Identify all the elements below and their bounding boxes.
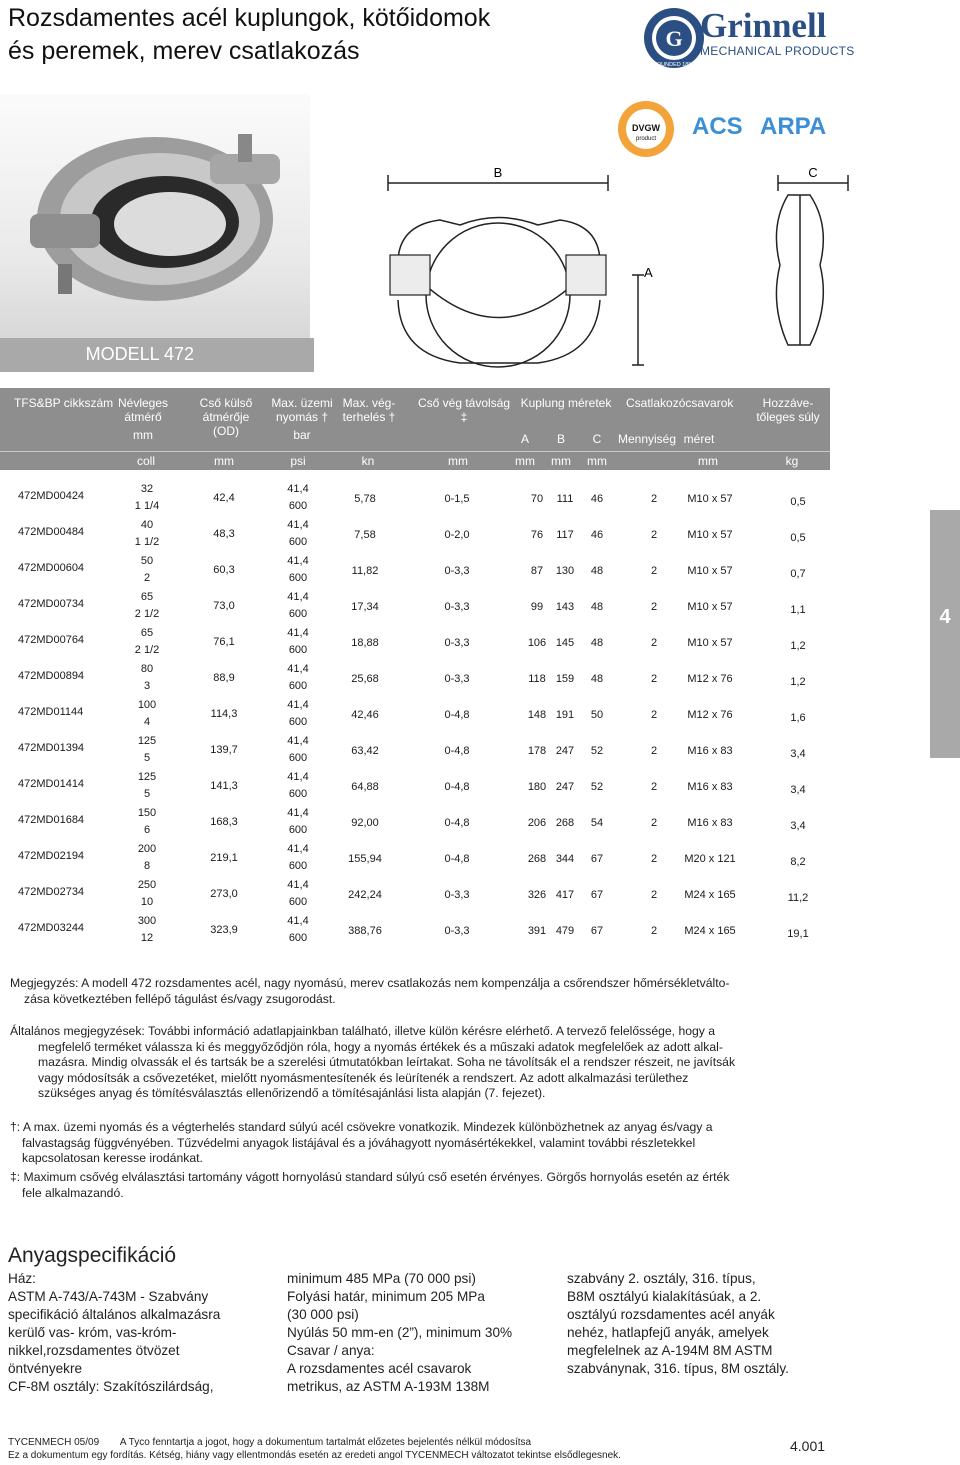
cell-bar: 41,4: [287, 771, 309, 783]
section-tab: [930, 510, 960, 758]
cell-dn-in: 3: [143, 680, 151, 692]
cell-b: 247: [555, 745, 575, 757]
cell-psi: 600: [288, 608, 308, 620]
cell-code: 472MD00764: [18, 634, 85, 646]
cell-kn: 242,24: [348, 889, 382, 901]
cell-kg: 0,5: [790, 532, 806, 544]
cell-kn: 388,76: [348, 925, 382, 937]
cell-gap: 0-3,3: [444, 889, 470, 901]
table-row: [0, 664, 830, 700]
cell-qty: 2: [650, 673, 658, 685]
cell-c: 52: [590, 745, 604, 757]
cell-kn: 42,46: [351, 709, 379, 721]
cell-kn: 155,94: [348, 853, 382, 865]
product-photo: [0, 94, 310, 372]
cell-dn-in: 1 1/2: [134, 536, 160, 548]
cell-qty: 2: [650, 745, 658, 757]
cell-kn: 25,68: [351, 673, 379, 685]
cell-od: 139,7: [210, 744, 238, 756]
dimension-b-label: B: [493, 165, 503, 180]
cell-qty: 2: [650, 493, 658, 505]
cell-gap: 0-1,5: [444, 493, 470, 505]
cell-gap: 0-3,3: [444, 637, 470, 649]
cell-dn-mm: 125: [137, 735, 157, 747]
cell-b: 344: [555, 853, 575, 865]
cell-c: 67: [590, 889, 604, 901]
cell-kn: 63,42: [351, 745, 379, 757]
cell-qty: 2: [650, 925, 658, 937]
cell-a: 106: [527, 637, 547, 649]
header-nominal: [110, 396, 176, 442]
header-od: [186, 396, 266, 438]
cell-c: 46: [590, 493, 604, 505]
cell-kg: 1,2: [790, 640, 806, 652]
spec-column-3: szabvány 2. osztály, 316. típus, B8M osztályú kialakításúak, a 2. osztályú rozsdamentes acél anyák nehéz, hatlapfejű anyák, amelyek megfelelnek az A-194M 8M ASTM szabványnak, 316. típus, 8M osztály.: [567, 1271, 789, 1376]
note-double-dagger-l1: ‡: Maximum csővég elválasztási tartomány vágott hornyolású standard súlyú cső esetén érvényes. Görgős hornyolás esetén az érték: [10, 1170, 730, 1184]
table-row: [0, 808, 830, 844]
cell-qty: 2: [650, 637, 658, 649]
cell-code: 472MD00604: [18, 562, 85, 574]
grinnell-seal-icon: [642, 6, 706, 70]
header-load-l1: Max. vég-: [342, 396, 396, 410]
cell-b: 159: [555, 673, 575, 685]
cell-dn-mm: 250: [137, 879, 157, 891]
cell-dn-in: 2 1/2: [134, 644, 160, 656]
header-code: TFS&BP cikkszám: [14, 396, 114, 410]
dvgw-sub: product: [635, 136, 657, 142]
header-od-l2: átmérője: [202, 410, 250, 424]
note-double-dagger-l2: fele alkalmazandó.: [22, 1185, 124, 1200]
cell-qty: 2: [650, 781, 658, 793]
cell-gap: 0-3,3: [444, 925, 470, 937]
cell-kg: 1,1: [790, 604, 806, 616]
table-row: [0, 628, 830, 664]
note-double-dagger: [10, 1170, 830, 1201]
page-title: [8, 2, 490, 68]
dimension-a-label: A: [644, 265, 653, 280]
cell-a: 178: [527, 745, 547, 757]
note-dagger-l2: falvastagság függvényében. Tűzvédelmi anyagok listájával és a jóváhagyott nyomásértékekkel, valamint további részletekkel: [22, 1135, 696, 1150]
cell-psi: 600: [288, 500, 308, 512]
unit-mm-a: mm: [515, 454, 535, 468]
cell-b: 479: [555, 925, 575, 937]
table-row: [0, 520, 830, 556]
cell-psi: 600: [288, 680, 308, 692]
cell-dn-mm: 65: [140, 627, 154, 639]
cell-psi: 600: [288, 788, 308, 800]
cell-b: 130: [555, 565, 575, 577]
cell-od: 168,3: [210, 816, 238, 828]
cell-dn-in: 6: [143, 824, 151, 836]
cell-bar: 41,4: [287, 483, 309, 495]
cell-psi: 600: [288, 644, 308, 656]
cell-psi: 600: [288, 716, 308, 728]
cell-dn-mm: 40: [140, 519, 154, 531]
cell-bar: 41,4: [287, 519, 309, 531]
unit-mm-gap: mm: [448, 454, 468, 468]
brand-sub: MECHANICAL PRODUCTS: [700, 44, 855, 58]
cell-kg: 8,2: [790, 856, 806, 868]
header-weight: [748, 396, 828, 424]
cell-dn-in: 4: [143, 716, 151, 728]
cell-bar: 41,4: [287, 807, 309, 819]
cell-psi: 600: [288, 752, 308, 764]
cell-dn-in: 2 1/2: [134, 608, 160, 620]
cell-bar: 41,4: [287, 843, 309, 855]
cell-gap: 0-4,8: [444, 781, 470, 793]
footer-code: TYCENMECH 05/09: [8, 1437, 100, 1448]
note-general: [10, 1024, 830, 1102]
header-dims: Kuplung méretek: [520, 396, 612, 410]
unit-mm-b: mm: [551, 454, 571, 468]
cell-qty: 2: [650, 601, 658, 613]
spec-title: Anyagspecifikáció: [8, 1244, 177, 1267]
note-model: [10, 976, 830, 1007]
note-model-l2: zása következtében fellépő tágulást és/vagy zsugorodást.: [24, 991, 336, 1006]
cell-kn: 92,00: [351, 817, 379, 829]
header-dim-a: A: [520, 432, 529, 446]
cell-od: 88,9: [213, 672, 235, 684]
model-label: MODELL 472: [85, 344, 194, 364]
cell-dn-mm: 150: [137, 807, 157, 819]
cell-dn-mm: 65: [140, 591, 154, 603]
header-dim-c: C: [592, 432, 602, 446]
cell-od: 60,3: [213, 564, 235, 576]
table-row: [0, 880, 830, 916]
coupling-photo-illustration: [0, 94, 310, 344]
cell-code: 472MD00424: [18, 490, 85, 502]
unit-psi: psi: [290, 454, 306, 468]
note-general-l5: szükséges anyag és tömítésválasztás ellenőrizendő a tömítésajánlási lista alapján (7. fejezet).: [38, 1086, 546, 1100]
cell-a: 70: [530, 493, 544, 505]
unit-mm-c: mm: [587, 454, 607, 468]
cell-kn: 5,78: [354, 493, 376, 505]
cell-c: 54: [590, 817, 604, 829]
cert-acs: ACS: [692, 113, 743, 140]
cell-kg: 3,4: [790, 820, 806, 832]
seal-text: FOUNDED 1850: [653, 62, 695, 68]
unit-kg: kg: [785, 454, 799, 468]
cell-psi: 600: [288, 536, 308, 548]
cell-dn-mm: 300: [137, 915, 157, 927]
header-load-l2: terhelés †: [342, 410, 396, 424]
header-pressure-l1: Max. üzemi: [271, 396, 333, 410]
cell-qty: 2: [650, 889, 658, 901]
cell-kg: 11,2: [787, 892, 809, 904]
cell-b: 417: [555, 889, 575, 901]
cell-kn: 11,82: [351, 565, 379, 577]
cell-size: M24 x 165: [684, 889, 736, 901]
footer-disclaimer: A Tyco fenntartja a jogot, hogy a dokumentum tartalmát előzetes bejelentés nélkül módosítsa: [119, 1437, 532, 1448]
cell-bar: 41,4: [287, 555, 309, 567]
cell-dn-in: 10: [140, 896, 154, 908]
header-pressure-l2: nyomás †: [275, 410, 329, 424]
table-row: [0, 736, 830, 772]
cell-kg: 19,1: [787, 928, 809, 940]
cell-code: 472MD01684: [18, 814, 85, 826]
table-row: [0, 916, 830, 952]
cell-c: 52: [590, 781, 604, 793]
table-row: [0, 700, 830, 736]
cell-psi: 600: [288, 896, 308, 908]
header-gap: Cső vég távolság ‡: [417, 396, 511, 424]
note-model-l1: Megjegyzés: A modell 472 rozsdamentes acél, nagy nyomású, merev csatlakozás nem kompenzálja a csőrendszer hőmérsékletválto-: [10, 976, 730, 990]
header-weight-l1: Hozzáve-: [762, 396, 814, 410]
cell-c: 48: [590, 673, 604, 685]
cell-b: 191: [555, 709, 575, 721]
cell-bar: 41,4: [287, 879, 309, 891]
cell-code: 472MD02194: [18, 850, 85, 862]
spec-column-1: Ház: ASTM A-743/A-743M - Szabvány specifikáció általános alkalmazásra kerülő vas- króm, vas-króm- nikkel,rozsdamentes ötvözet öntvényekre CF-8M osztály: Szakítószilárdság,: [8, 1271, 221, 1394]
cell-b: 143: [555, 601, 575, 613]
header-nominal-unit: mm: [133, 428, 153, 442]
dimension-c-label: C: [808, 165, 818, 180]
footer-line-1: [8, 1437, 531, 1448]
cell-dn-in: 1 1/4: [134, 500, 160, 512]
cell-a: 180: [527, 781, 547, 793]
cell-c: 46: [590, 529, 604, 541]
cell-kn: 17,34: [351, 601, 379, 613]
cell-gap: 0-4,8: [444, 817, 470, 829]
cell-dn-mm: 100: [137, 699, 157, 711]
cell-kg: 1,6: [790, 712, 806, 724]
cell-a: 206: [527, 817, 547, 829]
dvgw-badge-icon: [617, 100, 675, 158]
cell-psi: 600: [288, 860, 308, 872]
note-general-l1: Általános megjegyzések: További információ adatlapjainkban található, illetve külön kérésre elérhető. A tervező felelőssége, hogy a: [10, 1024, 716, 1038]
cell-qty: 2: [650, 853, 658, 865]
header-pressure-unit: bar: [293, 428, 311, 442]
page-number: 4.001: [790, 1438, 826, 1454]
cell-code: 472MD00894: [18, 670, 85, 682]
cell-size: M20 x 121: [684, 853, 736, 865]
cell-dn-in: 8: [143, 860, 151, 872]
table-header: [0, 388, 830, 470]
unit-kn: kn: [361, 454, 375, 468]
cell-dn-mm: 125: [137, 771, 157, 783]
cell-size: M12 x 76: [687, 709, 733, 721]
section-tab-number: 4: [939, 606, 951, 628]
cell-code: 472MD00484: [18, 526, 85, 538]
cell-bar: 41,4: [287, 663, 309, 675]
cell-qty: 2: [650, 529, 658, 541]
cell-b: 145: [555, 637, 575, 649]
header-divider: [0, 451, 830, 452]
cell-size: M16 x 83: [687, 745, 733, 757]
note-general-l2: megfelelő terméket válassza ki és meggyőződjön róla, hogy a nyomás értékek és a műszaki adatok megfelelőek az adott alkal-: [38, 1039, 723, 1054]
table-row: [0, 772, 830, 808]
cell-code: 472MD02734: [18, 886, 85, 898]
header-bolts: Csatlakozócsavarok: [626, 396, 734, 410]
table-row: [0, 592, 830, 628]
header-nominal-l2: átmérő: [124, 410, 162, 424]
brand-name: Grinnell: [700, 6, 827, 45]
cell-bar: 41,4: [287, 591, 309, 603]
cell-b: 111: [556, 493, 574, 505]
table-row: [0, 556, 830, 592]
header-load: [334, 396, 404, 424]
cell-size: M10 x 57: [687, 529, 733, 541]
cell-kg: 0,5: [790, 496, 806, 508]
header-nominal-l1: Névleges: [117, 396, 169, 410]
cell-gap: 0-3,3: [444, 565, 470, 577]
cell-a: 76: [530, 529, 544, 541]
cell-b: 247: [555, 781, 575, 793]
cell-qty: 2: [650, 817, 658, 829]
cell-gap: 0-4,8: [444, 853, 470, 865]
cell-gap: 0-2,0: [444, 529, 470, 541]
footer-line-2: Ez a dokumentum egy fordítás. Kétség, hiány vagy ellentmondás esetén az eredeti angol TYCENMECH változatot tekintse elsődlegesnek.: [8, 1450, 621, 1461]
cell-c: 67: [590, 925, 604, 937]
cell-psi: 600: [288, 824, 308, 836]
cell-code: 472MD00734: [18, 598, 85, 610]
cell-gap: 0-3,3: [444, 601, 470, 613]
cell-kg: 0,7: [790, 568, 806, 580]
cell-code: 472MD03244: [18, 922, 85, 934]
cell-od: 48,3: [213, 528, 235, 540]
cell-dn-mm: 50: [140, 555, 154, 567]
cell-kg: 1,2: [790, 676, 806, 688]
cell-a: 326: [527, 889, 547, 901]
cell-a: 148: [527, 709, 547, 721]
cell-code: 472MD01144: [18, 706, 84, 718]
cell-kg: 3,4: [790, 784, 806, 796]
table-row: [0, 844, 830, 880]
cell-size: M24 x 165: [684, 925, 736, 937]
cell-c: 67: [590, 853, 604, 865]
cell-gap: 0-3,3: [444, 673, 470, 685]
header-od-l1: Cső külső: [199, 396, 253, 410]
note-general-l4: vagy módosítsák a csővezetéket, mielőtt nyomásmentesítenék és leürítenék a rendszert. Az adott alkalmazási területhez: [38, 1070, 689, 1085]
page-title-line1: Rozsdamentes acél kuplungok, kötőidomok: [8, 4, 491, 32]
cell-size: M10 x 57: [687, 565, 733, 577]
header-bolt-qty: Mennyiség: [617, 432, 677, 446]
cell-od: 141,3: [210, 780, 238, 792]
cell-od: 323,9: [210, 924, 238, 936]
cell-kn: 18,88: [351, 637, 379, 649]
table-row: [0, 484, 830, 520]
cell-bar: 41,4: [287, 699, 309, 711]
cell-code: 472MD01414: [18, 778, 85, 790]
cell-bar: 41,4: [287, 735, 309, 747]
cell-size: M12 x 76: [687, 673, 733, 685]
cell-size: M16 x 83: [687, 817, 733, 829]
cell-c: 50: [590, 709, 604, 721]
cell-bar: 41,4: [287, 915, 309, 927]
cell-gap: 0-4,8: [444, 709, 470, 721]
cell-dn-in: 5: [143, 788, 151, 800]
cell-dn-in: 12: [140, 932, 154, 944]
note-dagger-l1: †: A max. üzemi nyomás és a végterhelés standard súlyú acél csövekre vonatkozik. Mindezek különbözhetnek az anyag és/vagy a: [10, 1120, 713, 1134]
cell-a: 268: [527, 853, 547, 865]
cell-od: 76,1: [213, 636, 235, 648]
cell-c: 48: [590, 637, 604, 649]
coupling-technical-drawing: [370, 165, 850, 380]
cell-kn: 7,58: [354, 529, 376, 541]
header-od-l3: (OD): [213, 424, 239, 438]
unit-coll: coll: [136, 454, 155, 468]
header-pressure: [262, 396, 342, 442]
cell-psi: 600: [288, 572, 308, 584]
cell-size: M10 x 57: [687, 493, 733, 505]
model-bar: [0, 338, 314, 372]
cell-code: 472MD01394: [18, 742, 85, 754]
header-dim-b: B: [556, 432, 565, 446]
cell-od: 73,0: [213, 600, 235, 612]
header-weight-l2: tőleges súly: [756, 410, 820, 424]
cell-b: 117: [556, 529, 574, 541]
note-dagger-l3: kapcsolatosan keresse irodánkat.: [22, 1151, 203, 1165]
cell-od: 114,3: [210, 708, 238, 720]
cert-arpa: ARPA: [760, 113, 827, 140]
cell-dn-mm: 32: [140, 483, 154, 495]
note-dagger: [10, 1120, 830, 1167]
cell-qty: 2: [650, 709, 658, 721]
cell-kg: 3,4: [790, 748, 806, 760]
spec-column-2: minimum 485 MPa (70 000 psi) Folyási határ, minimum 205 MPa (30 000 psi) Nyúlás 50 mm-en (2”), minimum 30% Csavar / anya: A rozsdamentes acél csavarok metrikus, az ASTM A-193M 138M: [287, 1271, 513, 1394]
cell-a: 391: [527, 925, 547, 937]
cell-a: 87: [530, 565, 544, 577]
cell-od: 273,0: [210, 888, 238, 900]
cell-bar: 41,4: [287, 627, 309, 639]
cell-size: M10 x 57: [687, 601, 733, 613]
cell-dn-in: 2: [143, 572, 151, 584]
unit-mm-bolt: mm: [698, 454, 718, 468]
note-general-l3: mazásra. Mindig olvassák el és tartsák be a szerelési útmutatókban leírtakat. Soha ne távolítsák el a rendszer részeit, ne javítsák: [38, 1055, 736, 1069]
cell-size: M10 x 57: [687, 637, 733, 649]
cell-a: 118: [528, 673, 546, 685]
cell-dn-mm: 200: [137, 843, 157, 855]
cell-psi: 600: [288, 932, 308, 944]
cell-od: 219,1: [210, 852, 238, 864]
cell-dn-mm: 80: [140, 663, 154, 675]
cell-kn: 64,88: [351, 781, 379, 793]
cell-size: M16 x 83: [687, 781, 733, 793]
cell-b: 268: [555, 817, 575, 829]
header-bolt-size: méret: [683, 432, 715, 446]
seal-letter: G: [665, 26, 683, 51]
cell-dn-in: 5: [143, 752, 151, 764]
cell-c: 48: [590, 565, 604, 577]
cell-gap: 0-4,8: [444, 745, 470, 757]
cell-c: 48: [590, 601, 604, 613]
unit-mm-od: mm: [214, 454, 234, 468]
cell-od: 42,4: [213, 492, 235, 504]
cell-a: 99: [530, 601, 544, 613]
cell-qty: 2: [650, 565, 658, 577]
page-title-line2: és peremek, merev csatlakozás: [8, 37, 360, 65]
dvgw-text: DVGW: [632, 123, 660, 133]
